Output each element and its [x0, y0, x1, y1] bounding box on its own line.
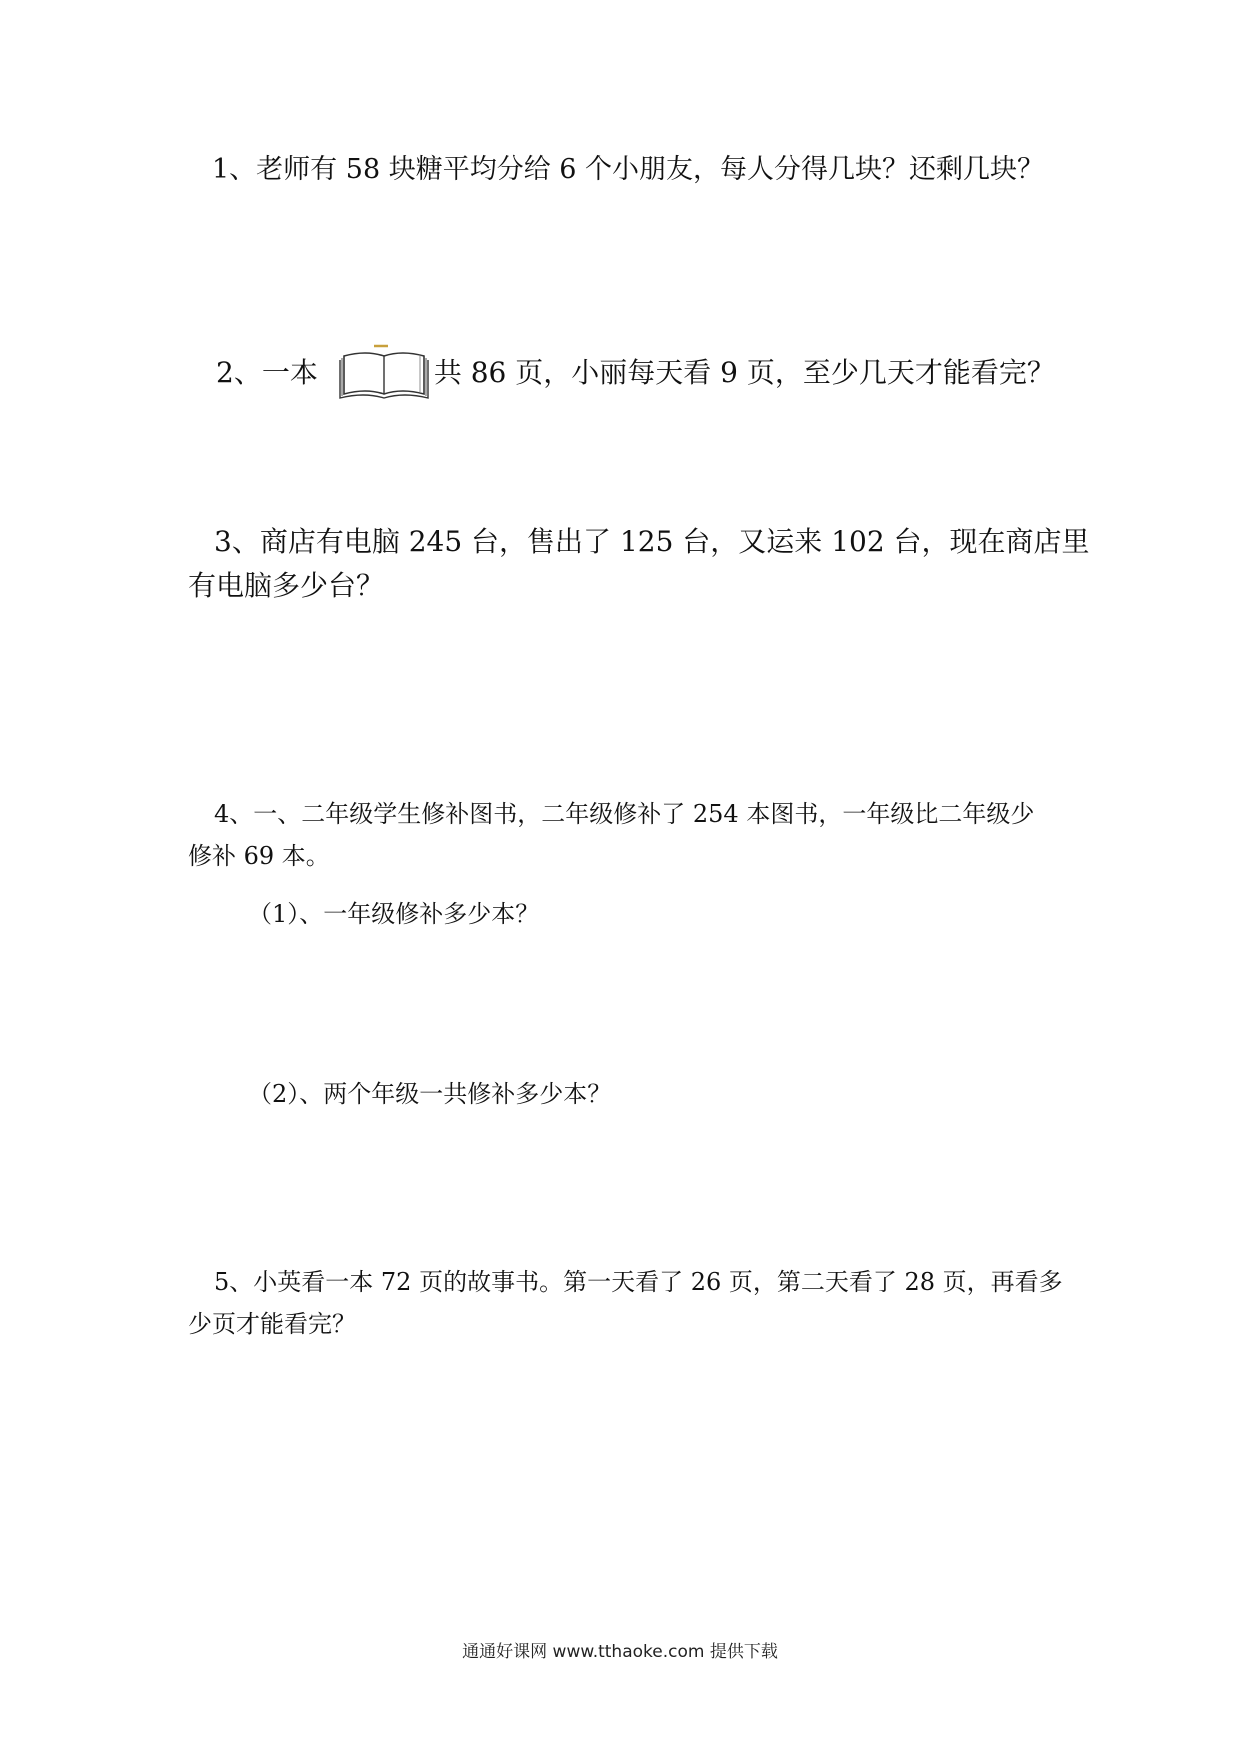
- question-4-subquestion-1: （1）、一年级修补多少本？: [248, 900, 540, 928]
- page-footer: 通通好课网 www.tthaoke.com 提供下载: [462, 1642, 778, 1662]
- question-4-line-1: 4、一、二年级学生修补图书，二年级修补了 254 本图书，一年级比二年级少: [214, 800, 1035, 828]
- question-2-prefix: 2、一本: [216, 356, 318, 389]
- question-3-line-2: 有电脑多少台？: [188, 569, 385, 602]
- question-2-suffix: 共 86 页，小丽每天看 9 页，至少几天才能看完？: [433, 356, 1055, 389]
- question-5-line-2: 少页才能看完？: [188, 1310, 356, 1338]
- question-4-subquestion-2: （2）、两个年级一共修补多少本？: [248, 1080, 612, 1108]
- book-icon: [336, 342, 432, 404]
- question-4-line-2: 修补 69 本。: [188, 842, 330, 870]
- question-3-line-1: 3、商店有电脑 245 台，售出了 125 台，又运来 102 台，现在商店里: [214, 525, 1090, 558]
- question-2: [216, 342, 1055, 404]
- question-1: 1、老师有 58 块糖平均分给 6 个小朋友，每人分得几块？还剩几块？: [212, 154, 1045, 185]
- question-5-line-1: 5、小英看一本 72 页的故事书。第一天看了 26 页，第二天看了 28 页，再看多: [214, 1268, 1063, 1296]
